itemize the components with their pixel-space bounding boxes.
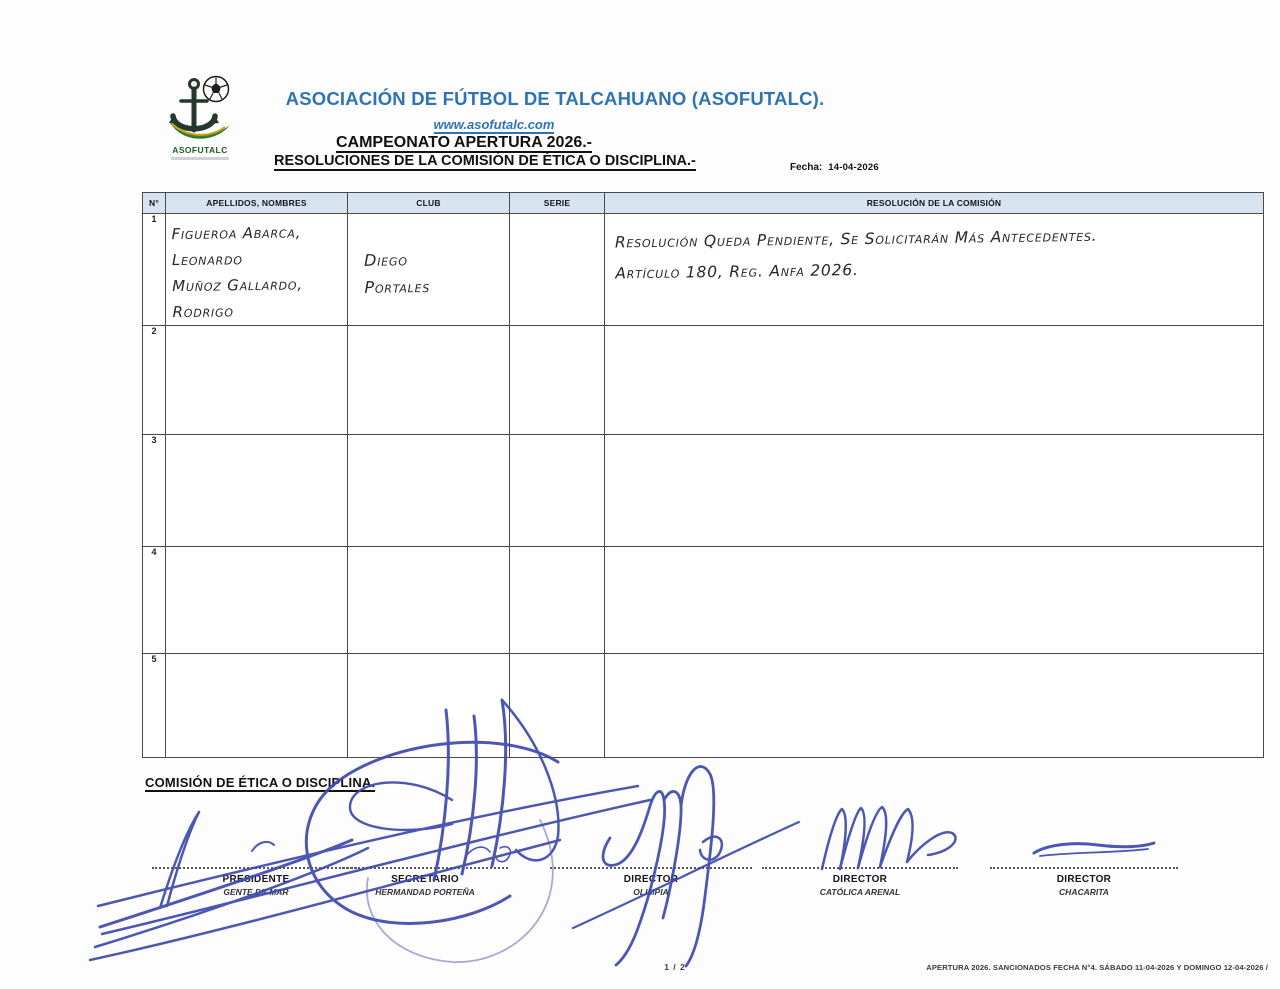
signature-role: SECRETARIO <box>391 874 459 885</box>
resolution-cell <box>605 654 1264 758</box>
page-number: 1 / 2 <box>664 962 686 972</box>
row-number: 5 <box>143 654 166 758</box>
championship-title: CAMPEONATO APERTURA 2026.- <box>335 134 593 151</box>
row-number: 4 <box>143 547 166 654</box>
serie-cell <box>510 654 605 758</box>
club-cell <box>348 654 510 758</box>
footer-note: APERTURA 2026. SANCIONADOS FECHA N°4. SÁBADO 11-04-2026 Y DOMINGO 12-04-2026 / <box>926 963 1268 972</box>
logo-wordmark: ASOFUTALC <box>172 145 228 155</box>
signature-block-secretario <box>342 867 508 897</box>
signature-role: DIRECTOR <box>623 874 679 885</box>
club-cell <box>348 435 510 547</box>
resolution-cell <box>605 547 1264 654</box>
club-cell <box>348 326 510 435</box>
signature-club: CATÓLICA ARENAL <box>819 887 901 897</box>
signature-block-director-olimpia <box>550 867 752 897</box>
col-header-club: CLUB <box>348 193 510 214</box>
document-title: RESOLUCIONES DE LA COMISIÓN DE ÉTICA O DISCIPLINA.- <box>274 153 696 169</box>
club-cell <box>348 547 510 654</box>
col-header-names: APELLIDOS, NOMBRES <box>166 193 348 214</box>
date-label: Fecha: <box>790 162 823 173</box>
signature-club: OLIMPIA <box>633 887 669 897</box>
row-number: 2 <box>143 326 166 435</box>
resolution-cell <box>605 326 1264 435</box>
signature-role: DIRECTOR <box>832 874 888 885</box>
names-cell: Figueroa Abarca, Leonardo Muñoz Gallardo, Rodrigo <box>166 214 348 326</box>
serie-cell <box>510 214 605 326</box>
names-cell <box>166 547 348 654</box>
table-row <box>143 326 1264 435</box>
signature-block-director-catolica <box>762 867 958 897</box>
signature-club: CHACARITA <box>1059 887 1109 897</box>
serie-cell <box>510 326 605 435</box>
table-header-row <box>143 193 1264 214</box>
names-cell <box>166 435 348 547</box>
serie-cell <box>510 547 605 654</box>
table-row <box>143 214 1264 326</box>
signature-block-director-chacarita <box>990 867 1178 897</box>
row-number: 3 <box>143 435 166 547</box>
row-number: 1 <box>143 214 166 326</box>
names-cell <box>166 654 348 758</box>
signature-club: HERMANDAD PORTEÑA <box>375 887 475 897</box>
resolutions-table <box>142 192 1264 758</box>
col-header-serie: SERIE <box>510 193 605 214</box>
table-row <box>143 547 1264 654</box>
website-link: www.asofutalc.com <box>433 117 555 132</box>
col-header-num: N° <box>143 193 166 214</box>
logo-tagline-strip <box>171 157 229 160</box>
resolution-cell <box>605 435 1264 547</box>
col-header-resolution: RESOLUCIÓN DE LA COMISIÓN <box>605 193 1264 214</box>
date-field <box>790 162 879 173</box>
signature-club: GENTE DE MAR <box>223 887 289 897</box>
names-cell <box>166 326 348 435</box>
commission-heading: COMISIÓN DE ÉTICA O DISCIPLINA. <box>145 775 376 790</box>
organization-title: ASOCIACIÓN DE FÚTBOL DE TALCAHUANO (ASOFUTALC). <box>285 88 825 109</box>
date-value: 14-04-2026 <box>828 162 879 173</box>
table-row <box>143 654 1264 758</box>
signature-role: PRESIDENTE <box>222 874 290 885</box>
signature-block-presidente <box>152 867 360 897</box>
resolution-cell: Resolución Queda Pendiente, Se Solicitarán Más Antecedentes. Artículo 180, Reg. Anfa 2026. <box>605 214 1264 326</box>
table-row <box>143 435 1264 547</box>
serie-cell <box>510 435 605 547</box>
club-cell: Diego Portales <box>348 214 510 326</box>
signature-role: DIRECTOR <box>1056 874 1112 885</box>
